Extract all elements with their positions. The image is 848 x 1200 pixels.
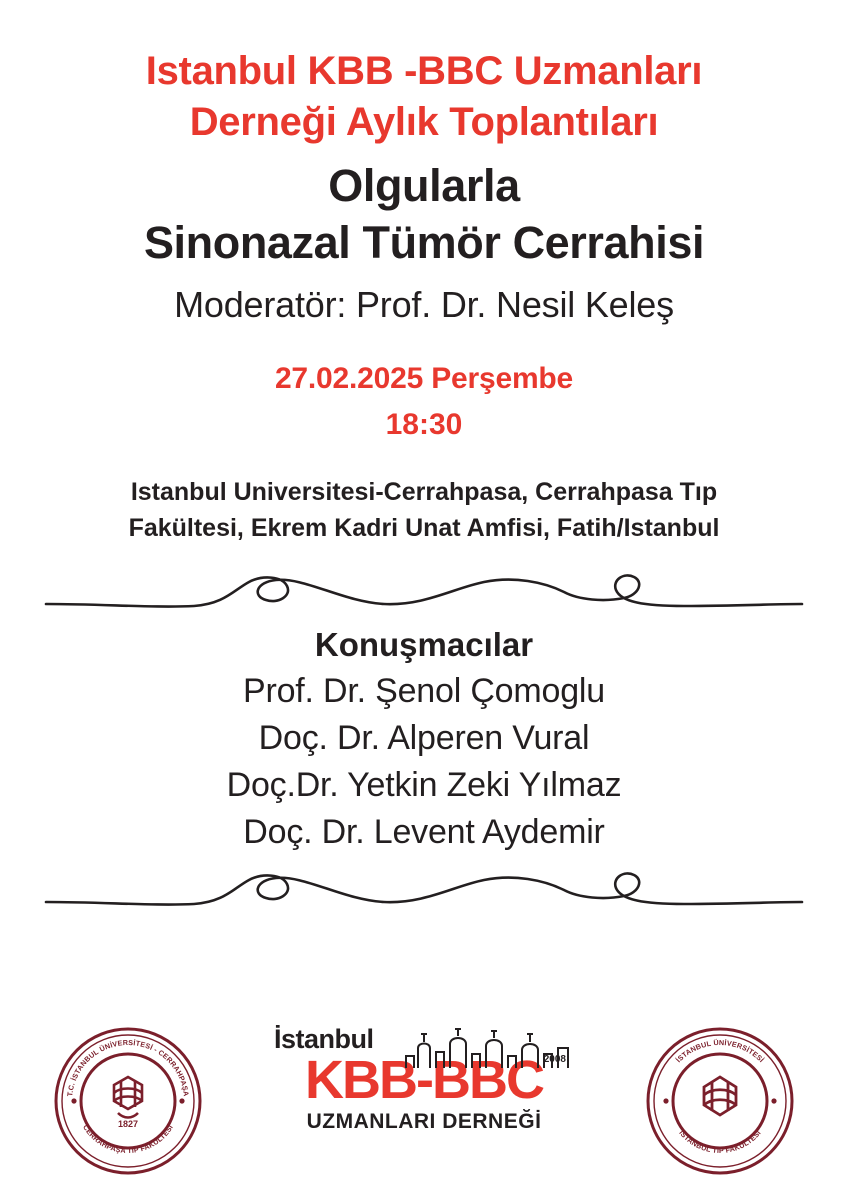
svg-text:T.C. İSTANBUL ÜNİVERSİTESİ - C: T.C. İSTANBUL ÜNİVERSİTESİ - CERRAHPAŞA — [65, 1037, 191, 1097]
header-line-2: Derneği Aylık Toplantıları — [189, 100, 659, 145]
poster-header — [146, 46, 702, 148]
poster-title — [144, 158, 704, 271]
logo-row — [0, 1016, 848, 1186]
kbb-logo-bottom-text: UZMANLARI DERNEĞİ — [306, 1110, 542, 1133]
cerrahpasa-seal-logo — [54, 1027, 202, 1175]
venue-line-2: Fakültesi, Ekrem Kadri Unat Amfisi, Fatih/Istanbul — [128, 514, 720, 542]
speaker-2: Doç. Dr. Alperen Vural — [258, 719, 590, 758]
decorative-divider-top — [44, 568, 804, 614]
title-line-2: Sinonazal Tümör Cerrahisi — [143, 217, 705, 269]
venue-line-1: Istanbul Universitesi-Cerrahpasa, Cerrahpasa Tıp — [130, 477, 718, 506]
moderator-line: Moderatör: Prof. Dr. Nesil Keleş — [174, 283, 674, 325]
svg-text:1827: 1827 — [117, 1119, 139, 1129]
event-date: 27.02.2025 Perşembe — [274, 361, 574, 395]
kbb-logo-top-text: İstanbul — [274, 1024, 374, 1054]
event-time: 18:30 — [385, 407, 463, 441]
header-line-1: Istanbul KBB -BBC Uzmanları — [145, 49, 703, 93]
event-venue — [129, 474, 720, 547]
svg-text:CERRAHPAŞA TIP FAKÜLTESİ: CERRAHPAŞA TIP FAKÜLTESİ — [81, 1123, 175, 1156]
speakers-heading: Konuşmacılar — [314, 626, 534, 664]
decorative-divider-bottom — [44, 866, 804, 912]
title-line-1: Olgularla — [328, 160, 520, 212]
svg-text:İSTANBUL TIP FAKÜLTESİ: İSTANBUL TIP FAKÜLTESİ — [677, 1128, 763, 1156]
kbb-logo-main-text: KBB-BBC — [305, 1050, 543, 1110]
kbb-logo-year: 2008 — [543, 1054, 566, 1065]
speaker-1: Prof. Dr. Şenol Çomoglu — [242, 672, 605, 711]
svg-text:İSTANBUL ÜNİVERSİTESİ: İSTANBUL ÜNİVERSİTESİ — [673, 1037, 767, 1065]
speaker-3: Doç.Dr. Yetkin Zeki Yılmaz — [226, 766, 622, 805]
kbb-bbc-association-logo — [274, 1026, 574, 1176]
speaker-4: Doç. Dr. Levent Aydemir — [243, 813, 605, 852]
istanbul-tip-seal-logo — [646, 1027, 794, 1175]
